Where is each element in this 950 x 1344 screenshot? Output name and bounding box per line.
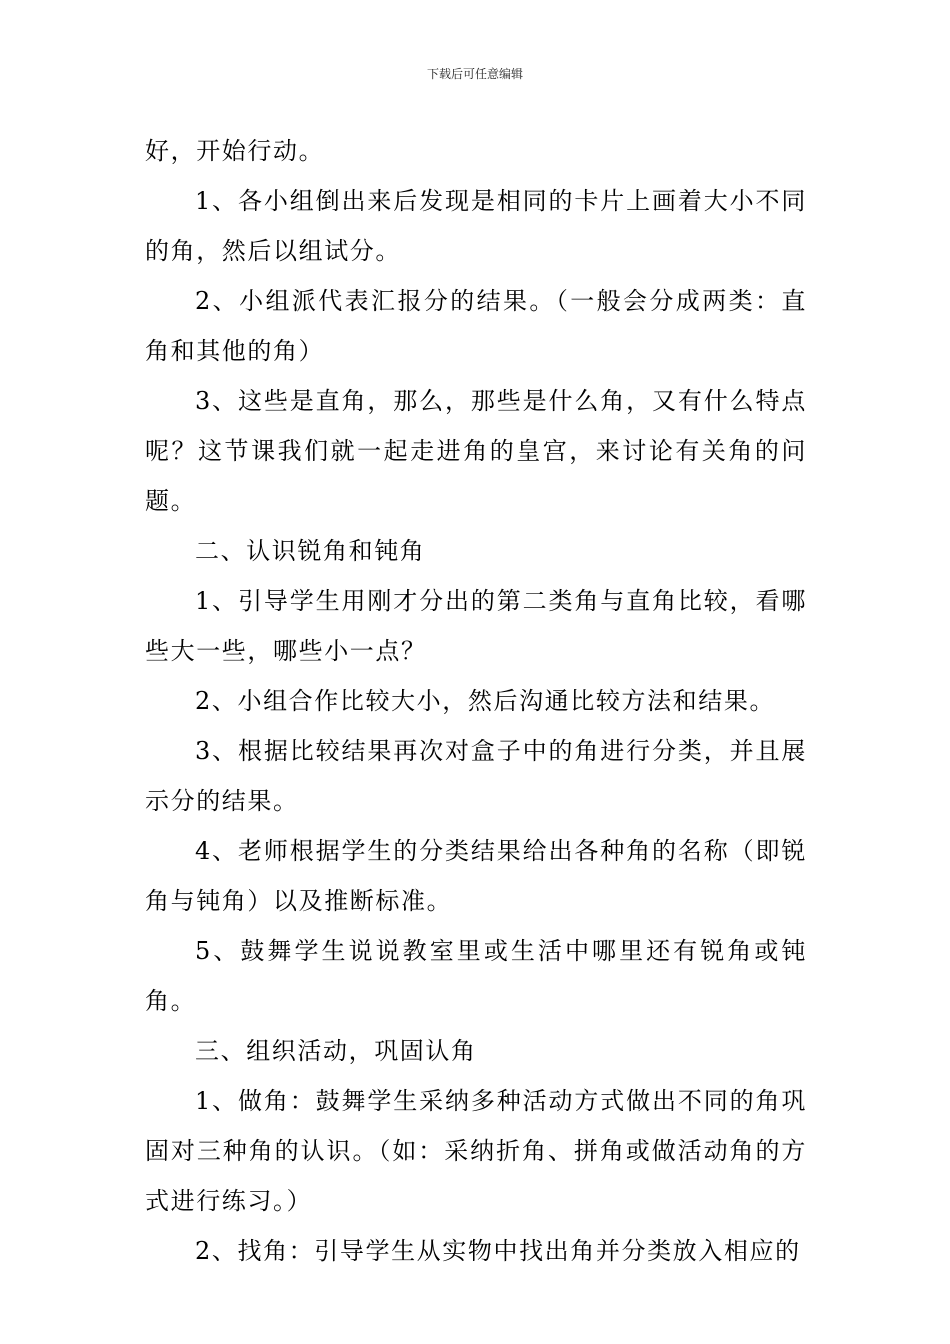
paragraph-item-2: 2、小组合作比较大小，然后沟通比较方法和结果。	[195, 687, 776, 715]
paragraph-item-2: 2、小组派代表汇报分的结果。（一般会分成两类：直角和其他的角）	[145, 287, 807, 365]
paragraph-item-1: 1、引导学生用刚才分出的第二类角与直角比较，看哪些大一些，哪些小一点？	[145, 587, 807, 665]
section-heading-2: 二、认识锐角和钝角	[195, 537, 426, 565]
page-header-note: 下载后可任意编辑	[426, 67, 523, 81]
paragraph-item-1: 1、各小组倒出来后发现是相同的卡片上画着大小不同的角，然后以组试分。	[145, 187, 807, 265]
paragraph-item-3: 3、这些是直角，那么，那些是什么角，又有什么特点呢？这节课我们就一起走进角的皇宫，来讨论有关角的问题。	[145, 387, 807, 515]
document-body	[145, 126, 807, 1276]
section-heading-3: 三、组织活动，巩固认角	[195, 1037, 477, 1065]
paragraph-item-2: 2、找角：引导学生从实物中找出角并分类放入相应的	[195, 1237, 801, 1265]
paragraph-continuation: 好，开始行动。	[145, 137, 325, 165]
paragraph-item-5: 5、鼓舞学生说说教室里或生活中哪里还有锐角或钝角。	[145, 937, 807, 1015]
paragraph-item-1: 1、做角：鼓舞学生采纳多种活动方式做出不同的角巩固对三种角的认识。（如：采纳折角、拼角或做活动角的方式进行练习。）	[145, 1087, 807, 1215]
paragraph-item-4: 4、老师根据学生的分类结果给出各种角的名称（即锐角与钝角）以及推断标准。	[145, 837, 807, 915]
paragraph-item-3: 3、根据比较结果再次对盒子中的角进行分类，并且展示分的结果。	[145, 737, 807, 815]
